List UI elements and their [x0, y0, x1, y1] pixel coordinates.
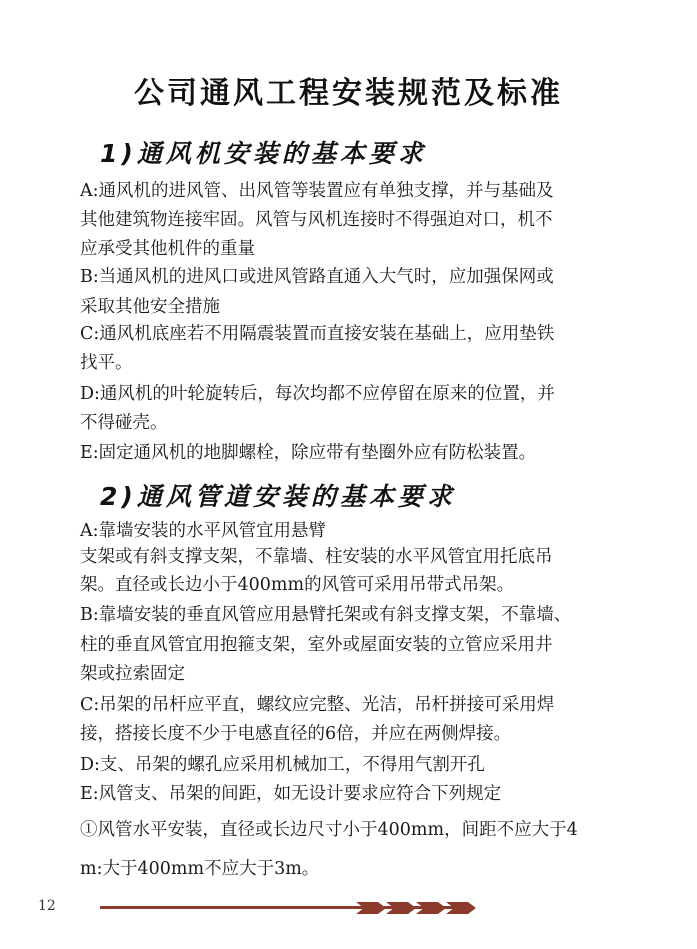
- body-line: 不得碰壳。: [80, 413, 168, 433]
- body-line: 应承受其他机件的重量: [80, 239, 255, 259]
- body-line: 架或拉索固定: [80, 664, 185, 684]
- body-line: 支架或有斜支撑支架，不靠墙、柱安装的水平风管宜用托底吊: [80, 547, 553, 567]
- body-line: C:通风机底座若不用隔震装置而直接安装在基础上，应用垫铁: [80, 324, 555, 344]
- body-line: B:当通风机的进风口或进风管路直通入大气时，应加强保网或: [80, 267, 554, 287]
- body-line: D:支、吊架的螺孔应采用机械加工，不得用气割开孔: [80, 755, 485, 775]
- section-2-heading: 2)通风管道安装的基本要求: [100, 482, 456, 511]
- body-line: C:吊架的吊杆应平直，螺纹应完整、光洁，吊杆拼接可采用焊: [80, 695, 555, 715]
- body-line: ①风管水平安装，直径或长边尺寸小于400mm，间距不应大于4: [80, 820, 578, 840]
- body-line: 采取其他安全措施: [80, 297, 220, 317]
- body-line: 接，搭接长度不少于电感直径的6倍，并应在两侧焊接。: [80, 724, 512, 744]
- section-1-heading: 1)通风机安装的基本要求: [100, 139, 427, 168]
- body-line: 架。直径或长边小于400mm的风管可采用吊带式吊架。: [80, 575, 515, 595]
- body-line: E:固定通风机的地脚螺栓，除应带有垫圈外应有防松装置。: [80, 443, 537, 463]
- body-line: A:靠墙安装的水平风管宜用悬臂: [80, 521, 327, 541]
- body-line: 找平。: [80, 353, 133, 373]
- page-title: 公司通风工程安装规范及标准: [134, 76, 563, 111]
- page-number: 12: [38, 898, 56, 914]
- body-line: B:靠墙安装的垂直风管应用悬臂托架或有斜支撑支架，不靠墙、: [80, 605, 572, 625]
- body-line: D:通风机的叶轮旋转后，每次均都不应停留在原来的位置，并: [80, 384, 555, 404]
- body-line: m:大于400mm不应大于3m。: [80, 859, 320, 879]
- body-line: 柱的垂直风管宜用抱箍支架，室外或屋面安装的立管应采用井: [80, 635, 553, 655]
- body-line: E:风管支、吊架的间距，如无设计要求应符合下列规定: [80, 784, 502, 804]
- body-line: A:通风机的进风管、出风管等装置应有单独支撑，并与基础及: [80, 181, 554, 201]
- footer-chevrons-icon: [356, 902, 486, 914]
- body-line: 其他建筑物连接牢固。风管与风机连接时不得强迫对口，机不: [80, 210, 553, 230]
